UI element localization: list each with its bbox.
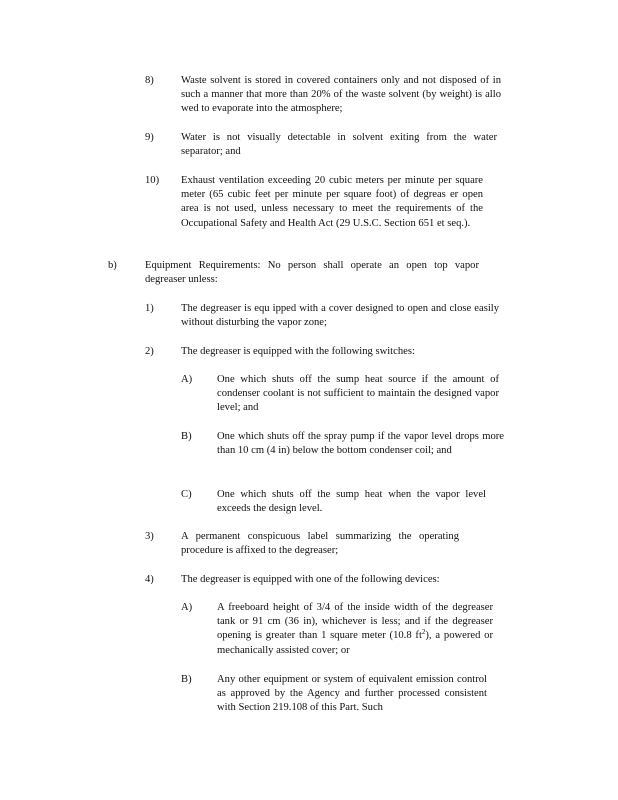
item-number: 3): [145, 531, 154, 542]
item-text: A permanent conspicuous label summarizing the operating procedure is affixed to the degreaser;: [181, 531, 459, 557]
item-text: One which shuts off the sump heat source if the amount of condenser coolant is not sufficient to maintain the designed vapor level; and: [217, 374, 499, 414]
item-number: A): [181, 374, 193, 385]
item-text: The degreaser is equipped with one of the following devices:: [181, 574, 440, 585]
item-number: 9): [145, 132, 154, 143]
item-text: [217, 601, 493, 658]
item-text: One which shuts off the sump heat when the vapor level exceeds the design level.: [217, 489, 486, 515]
superscript: 2: [421, 628, 426, 637]
item-number: 4): [145, 574, 154, 585]
section-letter: b): [108, 260, 117, 271]
item-number: B): [181, 431, 192, 442]
item-text-part: ), a powered or mechanically assisted cover; or: [217, 630, 494, 656]
item-number: B): [181, 674, 192, 685]
item-number: A): [181, 602, 193, 613]
item-text: Waste solvent is stored in covered containers only and not disposed of in such a manner that more than 20% of the waste solvent (by weight) is allo wed to evaporate into the atmosphere;: [181, 75, 501, 115]
item-text: Exhaust ventilation exceeding 20 cubic meters per minute per square meter (65 cubic feet per minute per square foot) of degreas er open area is not used, unless necessary to meet the requirements of the Occupational Safety and Health Act (29 U.S.C. Section 651 et seq.).: [181, 175, 483, 229]
item-number: 1): [145, 303, 154, 314]
section-heading: Equipment Requirements: No person shall operate an open top vapor degreaser unless:: [145, 260, 479, 286]
item-text-part: A freeboard height of 3/4 of the inside width of the degreaser tank or 91 cm (36 in), whichever is less; and if the degreaser opening is greater than 1 square meter (10.8 ft: [217, 602, 493, 642]
item-text: One which shuts off the spray pump if the vapor level drops more than 10 cm (4 in) below the bottom condenser coil; and: [217, 431, 504, 457]
item-number: 2): [145, 346, 154, 357]
item-text: The degreaser is equ ipped with a cover designed to open and close easily without disturbing the vapor zone;: [181, 303, 499, 329]
item-text: The degreaser is equipped with the following switches:: [181, 346, 415, 357]
item-text: Water is not visually detectable in solvent exiting from the water separator; and: [181, 132, 497, 158]
item-number: 8): [145, 75, 154, 86]
item-text: Any other equipment or system of equivalent emission control as approved by the Agency and further processed consistent with Section 219.108 of this Part. Such: [217, 674, 487, 714]
item-number: C): [181, 489, 192, 500]
item-number: 10): [145, 175, 160, 186]
